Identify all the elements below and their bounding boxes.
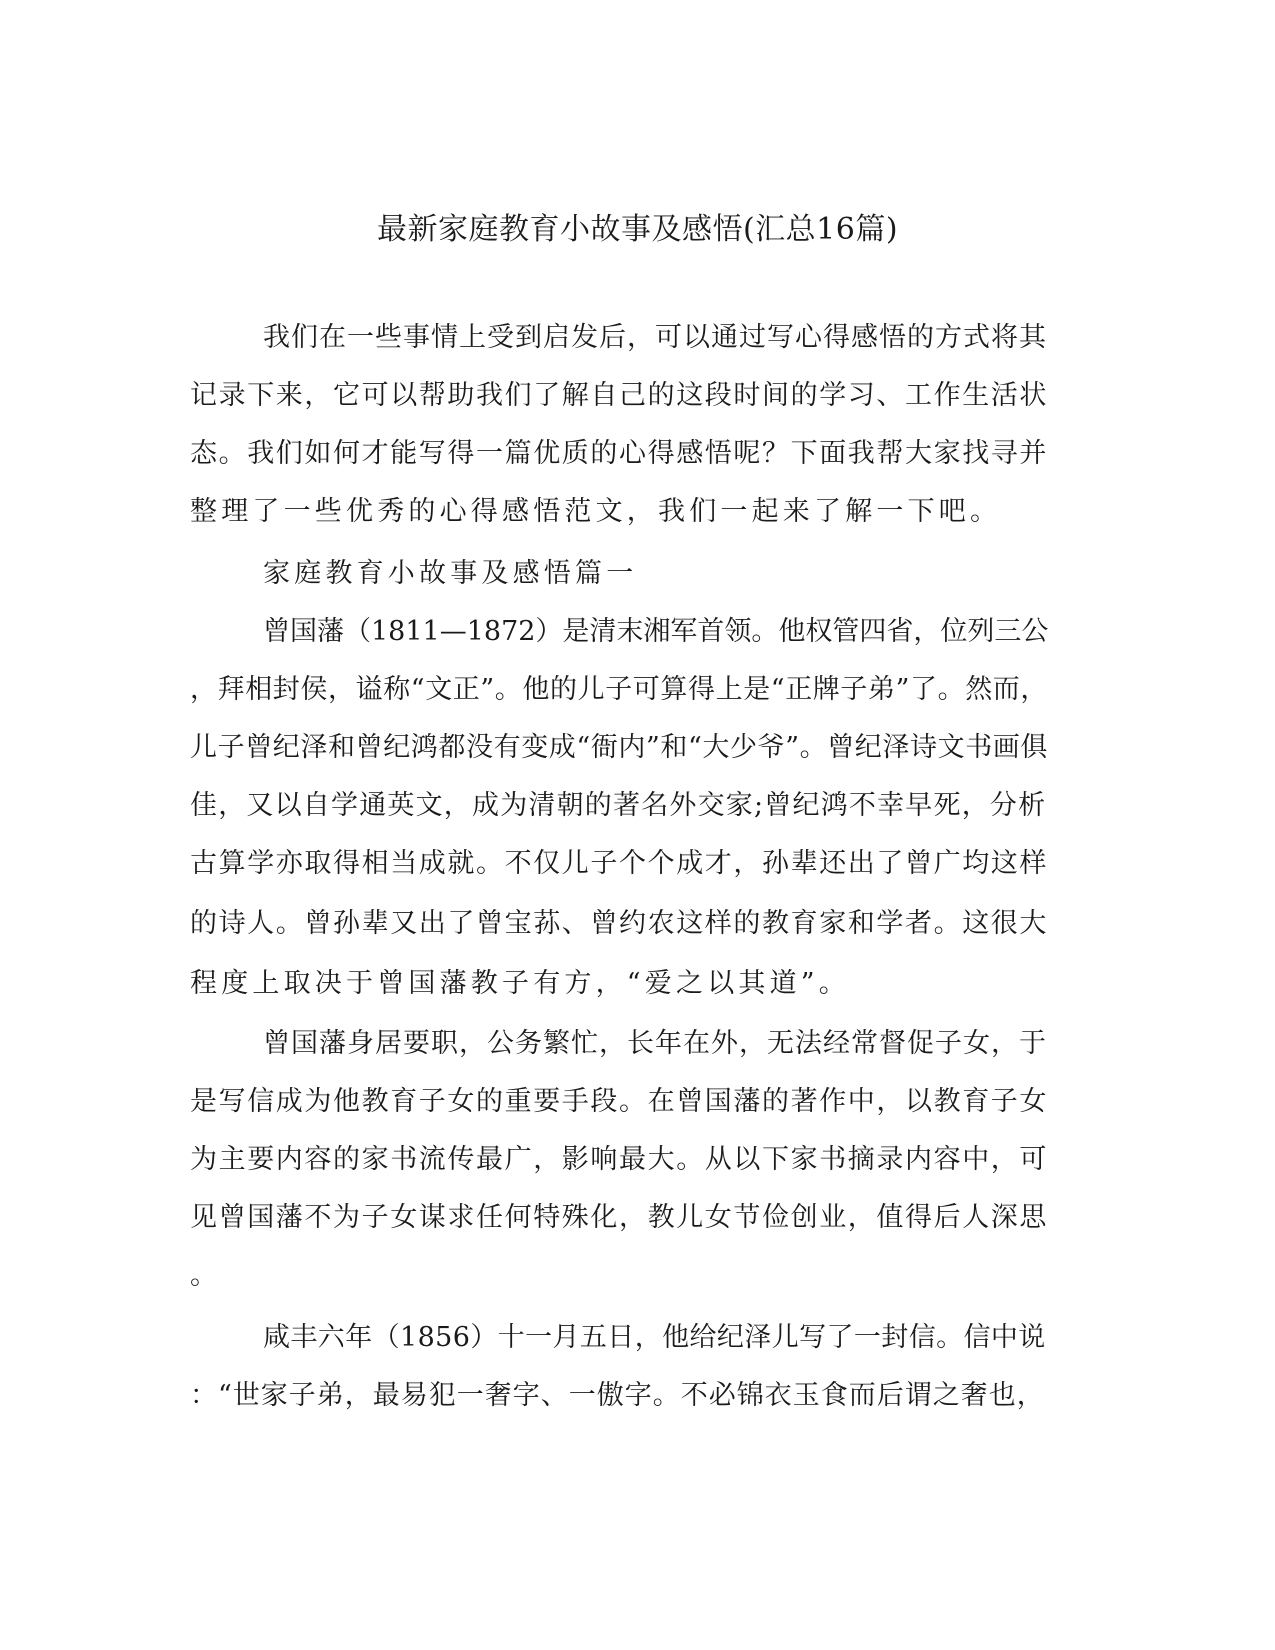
text-line: 曾国藩身居要职，公务繁忙，长年在外，无法经常督促子女，于 [263,1028,1047,1059]
text-line: 咸丰六年（1856）十一月五日，他给纪泽儿写了一封信。信中说 [263,1322,1046,1353]
text-line: 儿子曾纪泽和曾纪鸿都没有变成“衙内”和“大少爷”。曾纪泽诗文书画俱 [190,732,1049,763]
text-line: 程度上取决于曾国藩教子有方，“爱之以其道”。 [190,968,851,999]
text-line: 为主要内容的家书流传最广，影响最大。从以下家书摘录内容中，可 [190,1144,1048,1175]
text-line: 古算学亦取得相当成就。不仅儿子个个成才，孙辈还出了曾广均这样 [190,848,1048,879]
text-line: 记录下来，它可以帮助我们了解自己的这段时间的学习、工作生活状 [190,380,1048,411]
text-line: 我们在一些事情上受到启发后，可以通过写心得感悟的方式将其 [263,322,1047,353]
text-line: 佳，又以自学通英文，成为清朝的著名外交家;曾纪鸿不幸早死，分析 [190,790,1047,821]
text-line: 见曾国藩不为子女谋求任何特殊化，教儿女节俭创业，值得后人深思 [190,1202,1048,1233]
text-line: 态。我们如何才能写得一篇优质的心得感悟呢？下面我帮大家找寻并 [190,438,1048,469]
text-line: ：“世家子弟，最易犯一奢字、一傲字。不必锦衣玉食而后谓之奢也， [190,1380,1045,1411]
section-heading: 家庭教育小故事及感悟篇一 [263,558,638,589]
document-title: 最新家庭教育小故事及感悟(汇总16篇) [376,212,899,247]
text-line: 整理了一些优秀的心得感悟范文，我们一起来了解一下吧。 [190,496,1002,527]
text-line: 曾国藩（1811—1872）是清末湘军首领。他权管四省，位列三公 [263,616,1049,647]
text-line: 是写信成为他教育子女的重要手段。在曾国藩的著作中，以教育子女 [190,1086,1048,1117]
text-line: 。 [190,1260,222,1291]
text-line: 的诗人。曾孙辈又出了曾宝荪、曾约农这样的教育家和学者。这很大 [190,908,1048,939]
text-line: ，拜相封侯，谥称“文正”。他的儿子可算得上是“正牌子弟”了。然而， [190,674,1049,705]
